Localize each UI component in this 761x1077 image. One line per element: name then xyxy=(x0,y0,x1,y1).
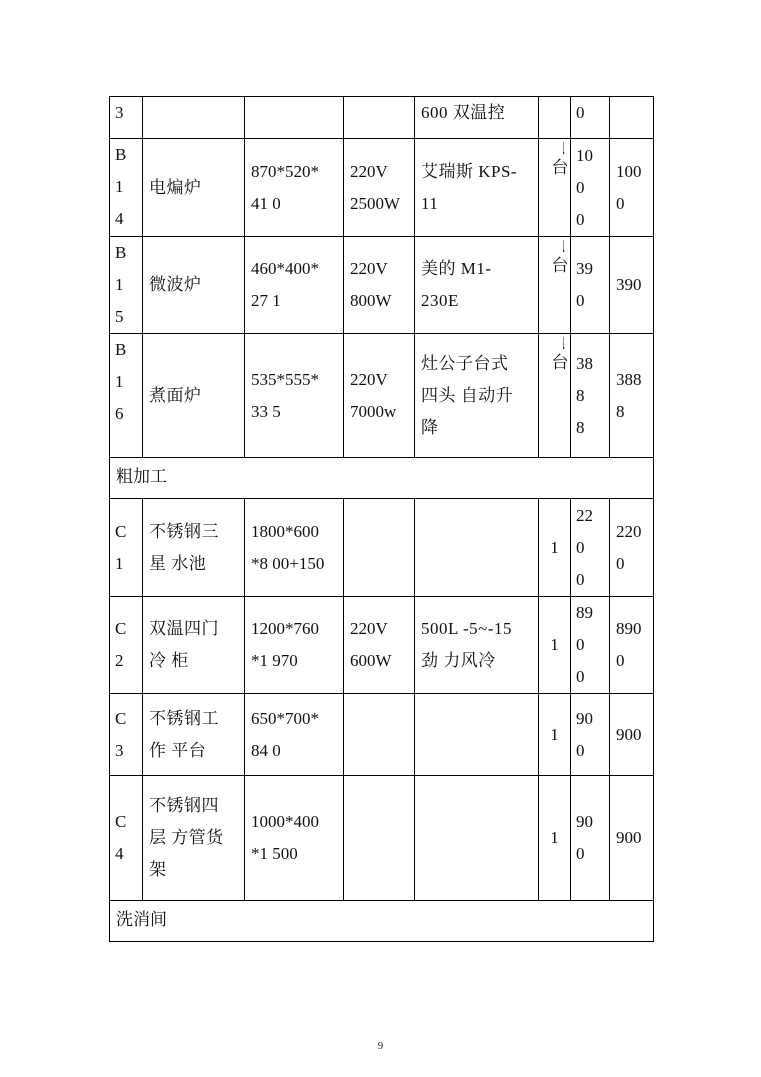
item-name-line: 架 xyxy=(149,860,167,879)
item-model-line: 四头 自动升 xyxy=(421,385,514,405)
item-name-line: 双温四门 xyxy=(149,619,219,638)
item-size-line: 33 5 xyxy=(251,401,281,421)
section-label: 粗加工 xyxy=(110,458,654,499)
item-size xyxy=(245,776,344,901)
item-total xyxy=(610,237,654,334)
item-size-line: *1 500 xyxy=(251,844,298,863)
item-quantity xyxy=(539,139,571,237)
item-total-line: 100 xyxy=(616,161,642,181)
item-code-line: 2 xyxy=(115,651,124,670)
item-name xyxy=(143,597,245,694)
item-model-line: 230E xyxy=(421,291,459,310)
item-size-line: 1000*400 xyxy=(251,812,319,831)
item-power-line: 220V xyxy=(350,259,388,278)
item-power xyxy=(344,597,415,694)
item-name xyxy=(143,776,245,901)
item-name xyxy=(143,499,245,597)
item-power xyxy=(344,139,415,237)
item-power-line: 220V xyxy=(350,369,388,389)
table-row xyxy=(110,139,654,237)
item-total xyxy=(610,97,654,139)
item-model-line: 美的 M1- xyxy=(421,259,492,278)
item-size-line: *8 00+150 xyxy=(251,553,325,573)
item-unit-price-line: 89 xyxy=(576,603,593,622)
item-total xyxy=(610,139,654,237)
item-size xyxy=(245,597,344,694)
item-unit-price-line: 0 xyxy=(576,667,585,686)
item-quantity: 1 xyxy=(539,776,571,901)
table-row xyxy=(110,597,654,694)
item-total-line: 220 xyxy=(616,521,642,541)
item-total xyxy=(610,334,654,458)
item-power xyxy=(344,334,415,458)
item-power xyxy=(344,694,415,776)
item-quantity xyxy=(539,97,571,139)
item-unit-price-line: 90 xyxy=(576,708,593,728)
item-unit-price xyxy=(571,237,610,334)
item-total-line: 0 xyxy=(616,651,625,670)
item-code-line: 4 xyxy=(115,209,124,228)
item-name xyxy=(143,694,245,776)
item-code-line: 3 xyxy=(115,740,124,760)
item-unit-price-line: 0 xyxy=(576,291,585,310)
item-unit-price xyxy=(571,499,610,597)
item-unit-price-line: 10 xyxy=(576,145,593,165)
item-model xyxy=(415,776,539,901)
item-model-line: 500L -5~-15 xyxy=(421,619,513,638)
table-body xyxy=(110,97,654,942)
item-unit-rotated xyxy=(551,239,569,275)
section-label: 洗消间 xyxy=(110,901,654,942)
item-unit-price xyxy=(571,776,610,901)
item-power xyxy=(344,499,415,597)
item-code-line: B xyxy=(115,340,127,359)
item-total-line: 890 xyxy=(616,619,642,638)
item-code xyxy=(110,597,143,694)
item-model-line: 11 xyxy=(421,193,439,213)
item-model xyxy=(415,237,539,334)
item-size xyxy=(245,499,344,597)
item-unit-rotated xyxy=(551,336,569,372)
table-row xyxy=(110,237,654,334)
item-unit-price-line: 0 xyxy=(576,209,585,229)
item-size xyxy=(245,139,344,237)
item-quantity: 1 xyxy=(539,694,571,776)
item-total-line: 390 xyxy=(616,275,642,294)
table-row xyxy=(110,97,654,139)
item-code xyxy=(110,499,143,597)
item-size xyxy=(245,694,344,776)
item-model-line: 灶公子台式 xyxy=(421,353,509,373)
item-name xyxy=(143,97,245,139)
item-size-line: 650*700* xyxy=(251,708,319,728)
item-size-line: 535*555* xyxy=(251,369,319,389)
item-size xyxy=(245,334,344,458)
item-unit-price-line: 0 xyxy=(576,177,585,197)
table-row xyxy=(110,334,654,458)
item-code-line: 5 xyxy=(115,307,124,326)
table-row xyxy=(110,694,654,776)
table-row xyxy=(110,776,654,901)
unit-tai: 台 xyxy=(551,256,569,275)
item-model-line: 艾瑞斯 KPS- xyxy=(421,161,518,181)
item-code-line: C xyxy=(115,619,127,638)
item-code xyxy=(110,776,143,901)
unit-one: 一 xyxy=(553,141,568,155)
item-unit-price-line: 0 xyxy=(576,844,585,863)
item-model xyxy=(415,694,539,776)
section-row xyxy=(110,901,654,942)
item-name-line: 不锈钢三 xyxy=(149,521,219,541)
item-unit-price-line: 0 xyxy=(576,569,585,589)
item-model-line: 劲 力风冷 xyxy=(421,651,496,670)
item-name xyxy=(143,139,245,237)
item-code xyxy=(110,694,143,776)
item-size-line: 1200*760 xyxy=(251,619,319,638)
item-total xyxy=(610,694,654,776)
item-name-line: 冷 柜 xyxy=(149,651,189,670)
item-unit-price-line: 90 xyxy=(576,812,593,831)
item-size xyxy=(245,97,344,139)
unit-tai: 台 xyxy=(551,158,569,177)
item-power xyxy=(344,776,415,901)
item-name-line: 电煸炉 xyxy=(149,177,202,197)
item-power-line: 220V xyxy=(350,619,388,638)
item-model-line: 600 双温控 xyxy=(421,103,506,122)
page-number: 9 xyxy=(377,1040,384,1052)
item-quantity xyxy=(539,237,571,334)
item-total-line: 8 xyxy=(616,401,625,421)
item-code-line: B xyxy=(115,243,127,262)
item-unit-price-line: 39 xyxy=(576,259,593,278)
item-unit-price-line: 38 xyxy=(576,353,593,373)
item-power-line: 220V xyxy=(350,161,388,181)
item-total-line: 0 xyxy=(616,193,625,213)
item-unit-rotated xyxy=(551,141,569,177)
item-code xyxy=(110,139,143,237)
item-unit-price xyxy=(571,139,610,237)
unit-one: 一 xyxy=(553,336,568,350)
table-row xyxy=(110,499,654,597)
item-name-line: 层 方管货 xyxy=(149,828,224,847)
section-row xyxy=(110,458,654,499)
item-code-line: 1 xyxy=(115,553,124,573)
item-power xyxy=(344,97,415,139)
item-unit-price-line: 8 xyxy=(576,385,585,405)
item-unit-price xyxy=(571,597,610,694)
item-unit-price xyxy=(571,334,610,458)
item-size-line: 41 0 xyxy=(251,193,281,213)
item-code-line: C xyxy=(115,708,127,728)
item-total-line: 900 xyxy=(616,828,642,847)
unit-tai: 台 xyxy=(551,353,569,372)
item-name-line: 作 平台 xyxy=(149,740,207,760)
item-unit-price-line: 8 xyxy=(576,417,585,437)
item-size-line: *1 970 xyxy=(251,651,298,670)
item-size-line: 870*520* xyxy=(251,161,319,181)
item-code xyxy=(110,237,143,334)
item-total-line: 0 xyxy=(616,553,625,573)
item-size-line: 27 1 xyxy=(251,291,281,310)
item-size xyxy=(245,237,344,334)
item-unit-price-line: 0 xyxy=(576,635,585,654)
item-name-line: 煮面炉 xyxy=(149,385,202,405)
item-power-line: 2500W xyxy=(350,193,401,213)
item-code-line: 1 xyxy=(115,372,124,391)
item-power-line: 7000w xyxy=(350,401,397,421)
item-code-line: 3 xyxy=(115,103,124,122)
item-name-line: 星 水池 xyxy=(149,553,207,573)
item-total xyxy=(610,776,654,901)
item-unit-price xyxy=(571,694,610,776)
item-power-line: 800W xyxy=(350,291,392,310)
item-quantity xyxy=(539,334,571,458)
item-size-line: 84 0 xyxy=(251,740,281,760)
item-unit-price xyxy=(571,97,610,139)
item-name-line: 不锈钢四 xyxy=(149,796,219,815)
item-power xyxy=(344,237,415,334)
item-size-line: 1800*600 xyxy=(251,521,319,541)
unit-one: 一 xyxy=(553,239,568,253)
item-size-line: 460*400* xyxy=(251,259,319,278)
item-model xyxy=(415,139,539,237)
item-name xyxy=(143,237,245,334)
item-unit-price-line: 0 xyxy=(576,103,585,122)
item-model xyxy=(415,97,539,139)
item-model xyxy=(415,499,539,597)
item-code-line: 6 xyxy=(115,404,124,423)
item-name-line: 微波炉 xyxy=(149,275,202,294)
item-unit-price-line: 0 xyxy=(576,537,585,557)
item-power-line: 600W xyxy=(350,651,392,670)
item-name xyxy=(143,334,245,458)
item-code-line: 4 xyxy=(115,844,124,863)
item-unit-price-line: 0 xyxy=(576,740,585,760)
item-code-line: C xyxy=(115,812,127,831)
item-code-line: C xyxy=(115,521,127,541)
item-name-line: 不锈钢工 xyxy=(149,708,219,728)
item-total xyxy=(610,597,654,694)
item-model xyxy=(415,597,539,694)
item-code-line: 1 xyxy=(115,177,124,196)
equipment-table xyxy=(109,96,654,942)
item-code-line: B xyxy=(115,145,127,164)
item-quantity: 1 xyxy=(539,597,571,694)
item-total-line: 388 xyxy=(616,369,642,389)
item-code-line: 1 xyxy=(115,275,124,294)
item-total xyxy=(610,499,654,597)
item-code xyxy=(110,97,143,139)
item-model-line: 降 xyxy=(421,417,439,437)
item-model xyxy=(415,334,539,458)
item-unit-price-line: 22 xyxy=(576,505,593,525)
item-total-line: 900 xyxy=(616,724,642,744)
item-quantity: 1 xyxy=(539,499,571,597)
item-code xyxy=(110,334,143,458)
